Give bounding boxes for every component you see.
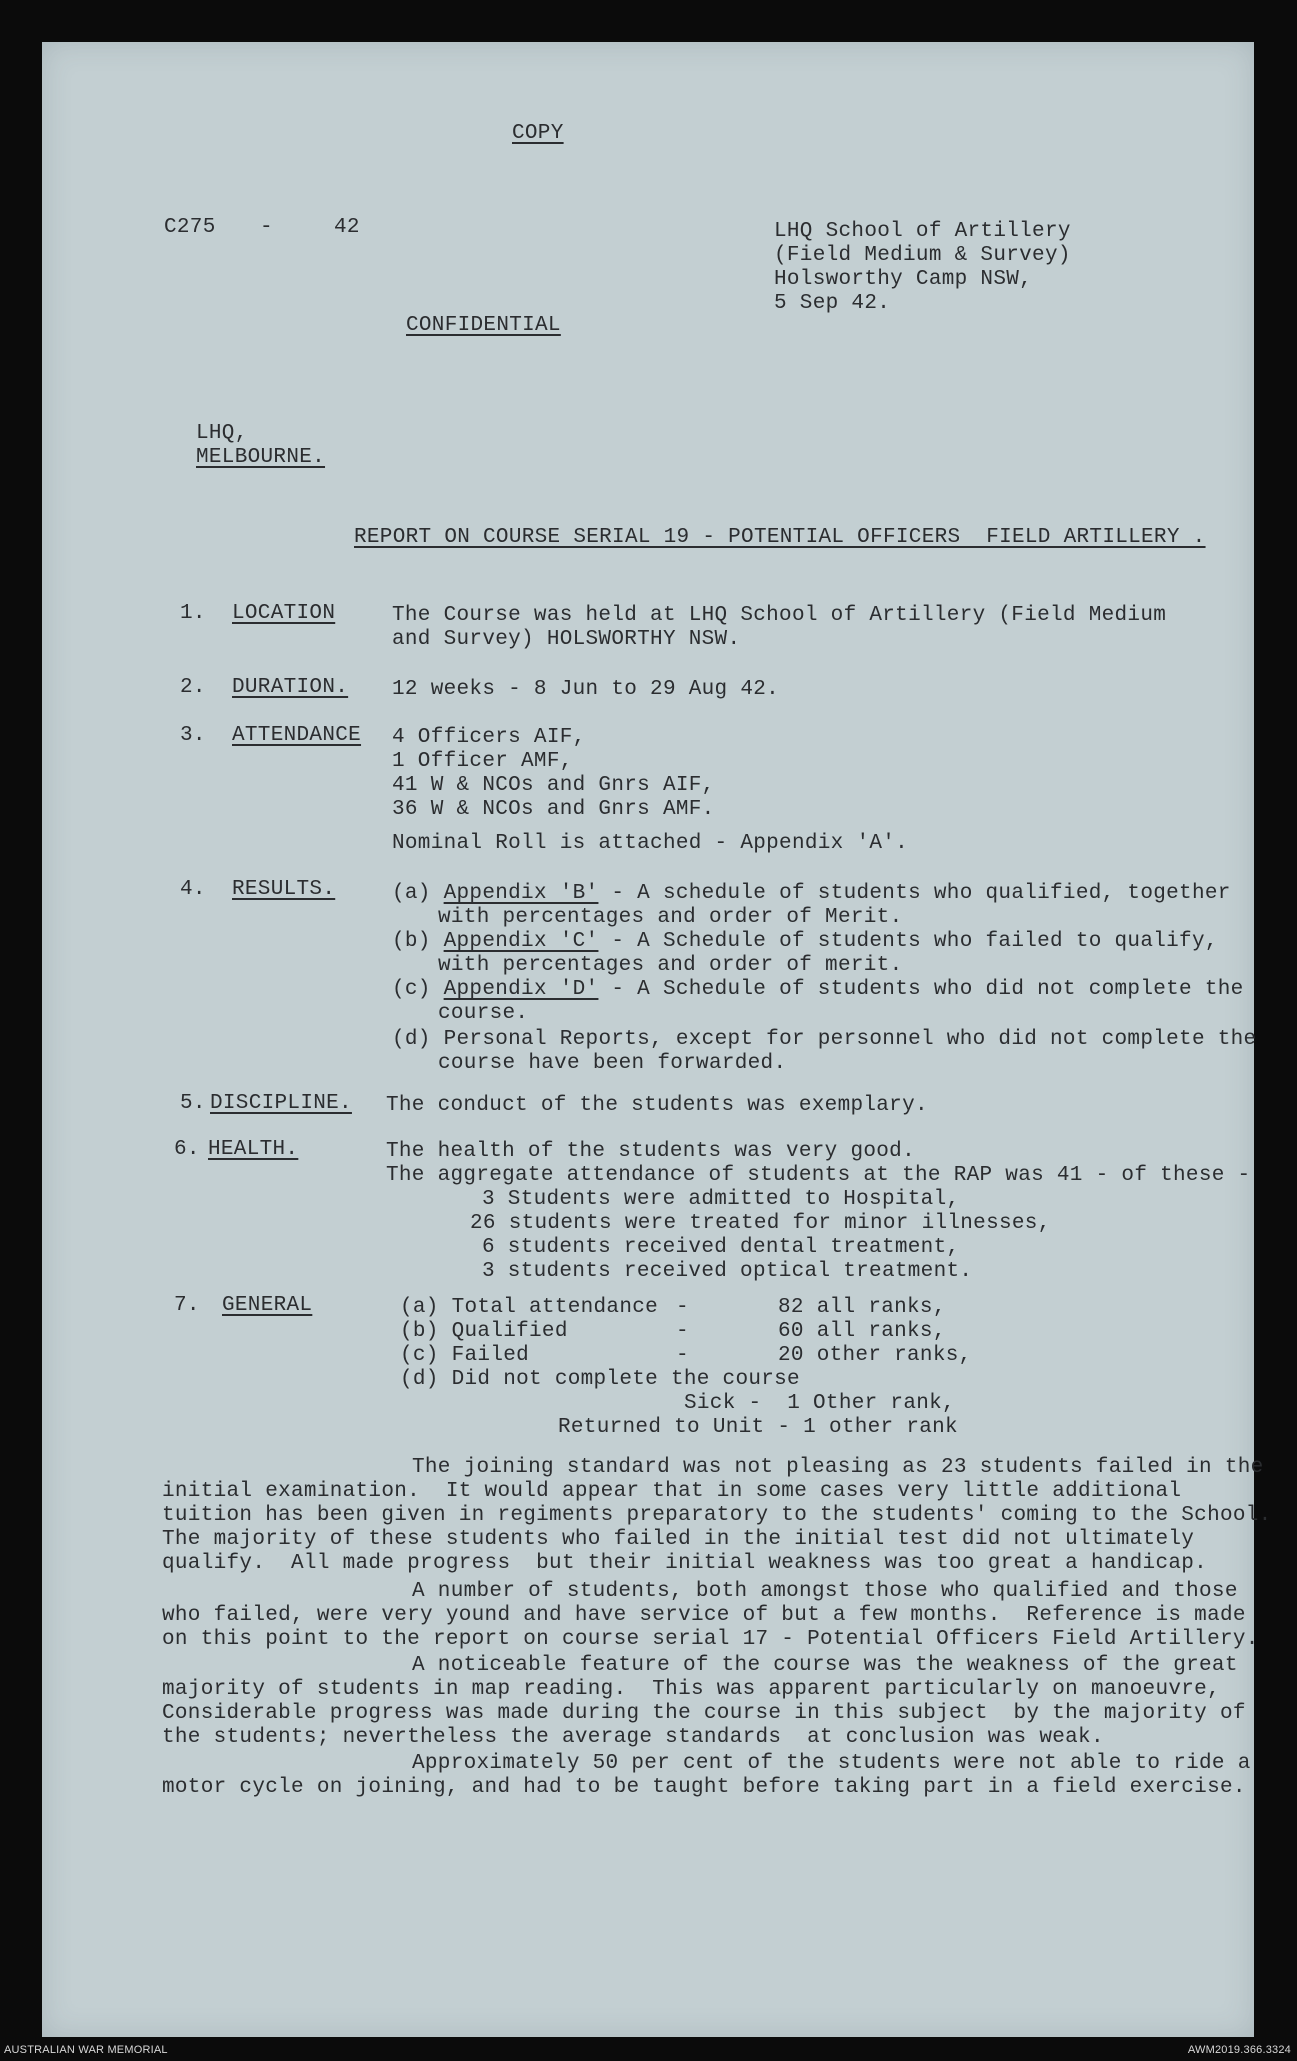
section-heading-discipline: DISCIPLINE. bbox=[210, 1092, 352, 1115]
archive-id: AWM2019.366.3324 bbox=[1187, 2044, 1291, 2056]
body-line: Nominal Roll is attached - Appendix 'A'. bbox=[392, 832, 909, 855]
paragraph-line: motor cycle on joining, and had to be taught before taking part in a field exercise. bbox=[162, 1776, 1246, 1799]
paragraph-line: Considerable progress was made during the course in this subject by the majority of bbox=[162, 1702, 1246, 1725]
section-number: 6. bbox=[174, 1138, 200, 1161]
list-item: (c) Appendix 'D' - A Schedule of students who did not complete the bbox=[392, 978, 1244, 1001]
appendix-ref: Appendix 'D' bbox=[443, 978, 599, 1001]
paragraph-line: who failed, were very yound and have service of but a few months. Reference is made bbox=[162, 1604, 1246, 1627]
body-line: 4 Officers AIF, bbox=[392, 726, 586, 749]
body-line: 41 W & NCOs and Gnrs AIF, bbox=[392, 774, 715, 797]
general-row-label: (d) Did not complete the course bbox=[400, 1368, 800, 1391]
paragraph-line: the students; nevertheless the average standards at conclusion was weak. bbox=[162, 1726, 1104, 1749]
body-line: 6 students received dental treatment, bbox=[482, 1236, 960, 1259]
body-line: The Course was held at LHQ School of Artillery (Field Medium bbox=[392, 604, 1167, 627]
appendix-ref: Appendix 'C' bbox=[443, 930, 599, 953]
body-line: The aggregate attendance of students at the RAP was 41 - of these - bbox=[386, 1164, 1251, 1187]
address-date: 5 Sep 42. bbox=[774, 292, 891, 315]
paragraph-line: A noticeable feature of the course was the weakness of the great bbox=[412, 1654, 1238, 1677]
section-number: 3. bbox=[180, 724, 206, 747]
ref-code: C275 bbox=[164, 216, 216, 239]
general-rtu: Returned to Unit - 1 other rank bbox=[558, 1416, 958, 1439]
body-line: 3 Students were admitted to Hospital, bbox=[482, 1188, 960, 1211]
paragraph-line: tuition has been given in regiments preparatory to the students' coming to the School. bbox=[162, 1504, 1272, 1527]
paragraph-line: majority of students in map reading. This was apparent particularly on manoeuvre, bbox=[162, 1678, 1220, 1701]
section-heading-location: LOCATION bbox=[232, 602, 336, 625]
section-heading-health: HEALTH. bbox=[208, 1138, 299, 1161]
list-item: (b) Appendix 'C' - A Schedule of students who failed to qualify, bbox=[392, 930, 1218, 953]
general-row-label: (b) Qualified bbox=[400, 1320, 568, 1343]
section-heading-duration: DURATION. bbox=[232, 676, 349, 699]
body-line: 3 students received optical treatment. bbox=[482, 1260, 973, 1283]
recipient-line: LHQ, bbox=[196, 422, 248, 445]
body-line: The health of the students was very good. bbox=[386, 1140, 915, 1163]
copy-label: COPY bbox=[512, 122, 564, 145]
body-line: 26 students were treated for minor illnesses, bbox=[470, 1212, 1051, 1235]
general-row-dash: - bbox=[676, 1320, 689, 1343]
general-row-label: (a) Total attendance bbox=[400, 1296, 659, 1319]
general-row-value: 20 other ranks, bbox=[778, 1344, 972, 1367]
address-line: Holsworthy Camp NSW, bbox=[774, 268, 1033, 291]
general-row-value: 60 all ranks, bbox=[778, 1320, 946, 1343]
list-item-cont: course. bbox=[438, 1002, 529, 1025]
paragraph-line: A number of students, both amongst those who qualified and those bbox=[412, 1580, 1238, 1603]
section-number: 2. bbox=[180, 676, 206, 699]
ref-number: 42 bbox=[334, 216, 360, 239]
general-sick: Sick - 1 Other rank, bbox=[684, 1392, 955, 1415]
body-line: 36 W & NCOs and Gnrs AMF. bbox=[392, 798, 715, 821]
list-item-cont: with percentages and order of merit. bbox=[438, 954, 903, 977]
paragraph-line: The majority of these students who failed in the initial test did not ultimately bbox=[162, 1528, 1195, 1551]
body-line: The conduct of the students was exemplary. bbox=[386, 1094, 928, 1117]
section-number: 5. bbox=[180, 1092, 206, 1115]
section-heading-attendance: ATTENDANCE bbox=[232, 724, 362, 747]
body-line: 12 weeks - 8 Jun to 29 Aug 42. bbox=[392, 678, 780, 701]
ref-dash: - bbox=[260, 216, 273, 239]
list-item: (d) Personal Reports, except for personnel who did not complete the bbox=[392, 1028, 1257, 1051]
list-item: (a) Appendix 'B' - A schedule of students who qualified, together bbox=[392, 882, 1231, 905]
report-title: REPORT ON COURSE SERIAL 19 - POTENTIAL OFFICERS FIELD ARTILLERY . bbox=[354, 526, 1206, 549]
appendix-ref: Appendix 'B' bbox=[443, 882, 599, 905]
section-number: 7. bbox=[174, 1294, 200, 1317]
classification: CONFIDENTIAL bbox=[406, 314, 561, 337]
document-page bbox=[42, 42, 1272, 2037]
paragraph-line: The joining standard was not pleasing as 23 students failed in the bbox=[412, 1456, 1264, 1479]
address-line: (Field Medium & Survey) bbox=[774, 244, 1071, 267]
paragraph-line: qualify. All made progress but their initial weakness was too great a handicap. bbox=[162, 1552, 1208, 1575]
list-item-cont: course have been forwarded. bbox=[438, 1052, 787, 1075]
paragraph-line: Approximately 50 per cent of the students were not able to ride a bbox=[412, 1752, 1251, 1775]
list-item-cont: with percentages and order of Merit. bbox=[438, 906, 903, 929]
archive-credit: AUSTRALIAN WAR MEMORIAL bbox=[4, 2044, 168, 2056]
general-row-label: (c) Failed bbox=[400, 1344, 530, 1367]
paragraph-line: on this point to the report on course serial 17 - Potential Officers Field Artillery. bbox=[162, 1628, 1259, 1651]
section-heading-general: GENERAL bbox=[222, 1294, 313, 1317]
address-line: LHQ School of Artillery bbox=[774, 220, 1071, 243]
section-number: 1. bbox=[180, 602, 206, 625]
general-row-dash: - bbox=[676, 1296, 689, 1319]
paragraph-line: initial examination. It would appear that in some cases very little additional bbox=[162, 1480, 1182, 1503]
general-row-value: 82 all ranks, bbox=[778, 1296, 946, 1319]
section-number: 4. bbox=[180, 878, 206, 901]
body-line: and Survey) HOLSWORTHY NSW. bbox=[392, 628, 741, 651]
recipient-line: MELBOURNE. bbox=[196, 446, 326, 469]
general-row-dash: - bbox=[676, 1344, 689, 1367]
body-line: 1 Officer AMF, bbox=[392, 750, 573, 773]
section-heading-results: RESULTS. bbox=[232, 878, 336, 901]
